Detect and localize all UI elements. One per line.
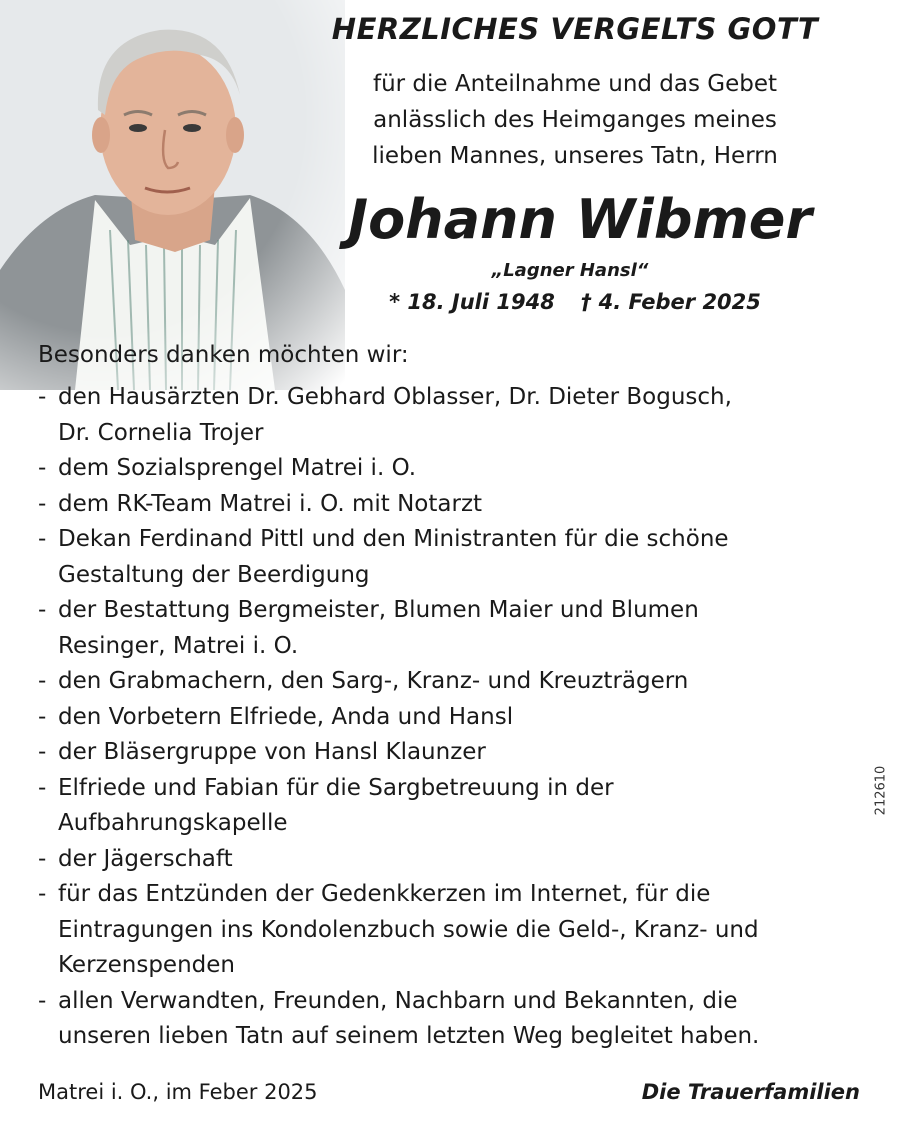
place-date: Matrei i. O., im Feber 2025 [38,1080,318,1104]
thanks-item-line: Resinger, Matrei i. O. [58,632,299,659]
thanks-item-line: - den Vorbetern Elfriede, Anda und Hansl [58,703,514,730]
thanks-list-item [38,700,838,736]
death-date: † 4. Feber 2025 [580,290,761,314]
thanks-item-line: - der Jägerschaft [58,845,233,872]
thanks-heading: Besonders danken möchten wir: [38,342,409,368]
thanks-item-line: - Elfriede und Fabian für die Sargbetreuung in der [58,774,614,801]
thanks-list-item [38,451,838,487]
thanks-list-item [38,593,838,664]
portrait-photo [0,0,345,390]
thanks-list-item [38,522,838,593]
thanks-item-line: - allen Verwandten, Freunden, Nachbarn und Bekannten, die [58,987,738,1014]
thanks-item-line: Eintragungen ins Kondolenzbuch sowie die Geld-, Kranz- und [58,916,759,943]
intro-line: für die Anteilnahme und das Gebet [372,71,778,97]
ad-code-text: 212610 [873,765,889,815]
thanks-item-line: Gestaltung der Beerdigung [58,561,370,588]
ad-code [866,760,896,820]
thanks-item-line: Kerzenspenden [58,952,235,978]
signature: Die Trauerfamilien [641,1080,860,1104]
portrait-illustration [0,0,345,390]
intro-text [330,66,820,174]
thanks-list-item [38,380,838,451]
thanks-item-line: Aufbahrungskapelle [58,810,288,836]
thanks-item-line: - den Grabmachern, den Sarg-, Kranz- und Kreuzträgern [58,668,689,694]
thanks-item-line: - den Hausärzten Dr. Gebhard Oblasser, Dr. Dieter Bogusch, [58,384,732,410]
thanks-list [38,380,838,1055]
thanks-item-line: - Dekan Ferdinand Pittl und den Ministranten für die schöne [58,526,729,552]
life-dates [370,290,780,314]
deceased-nickname: „Lagner Hansl“ [491,260,649,281]
thanks-list-item [38,842,838,878]
intro-line: lieben Mannes, unseres Tatn, Herrn [372,143,778,169]
thanks-list-item [38,735,838,771]
thanks-item-line: - der Bestattung Bergmeister, Blumen Maier und Blumen [58,597,699,623]
thanks-item-line: - der Bläsergruppe von Hansl Klaunzer [58,739,486,765]
thanks-item-line: - für das Entzünden der Gedenkkerzen im Internet, für die [58,881,711,907]
thanks-item-line: Dr. Cornelia Trojer [58,419,264,446]
deceased-name: Johann Wibmer [347,188,812,251]
thanks-list-item [38,771,838,842]
thanks-list-item [38,664,838,700]
headline: HERZLICHES VERGELTS GOTT [331,12,819,46]
thanks-list-item [38,877,838,984]
thanks-item-line: - dem Sozialsprengel Matrei i. O. [58,455,417,481]
thanks-item-line: unseren lieben Tatn auf seinem letzten Weg begleitet haben. [58,1023,760,1049]
intro-line: anlässlich des Heimganges meines [373,107,777,133]
thanks-list-item [38,487,838,523]
thanks-list-item [38,984,838,1055]
birth-date: * 18. Juli 1948 [389,290,555,314]
thanks-item-line: - dem RK-Team Matrei i. O. mit Notarzt [58,490,483,517]
